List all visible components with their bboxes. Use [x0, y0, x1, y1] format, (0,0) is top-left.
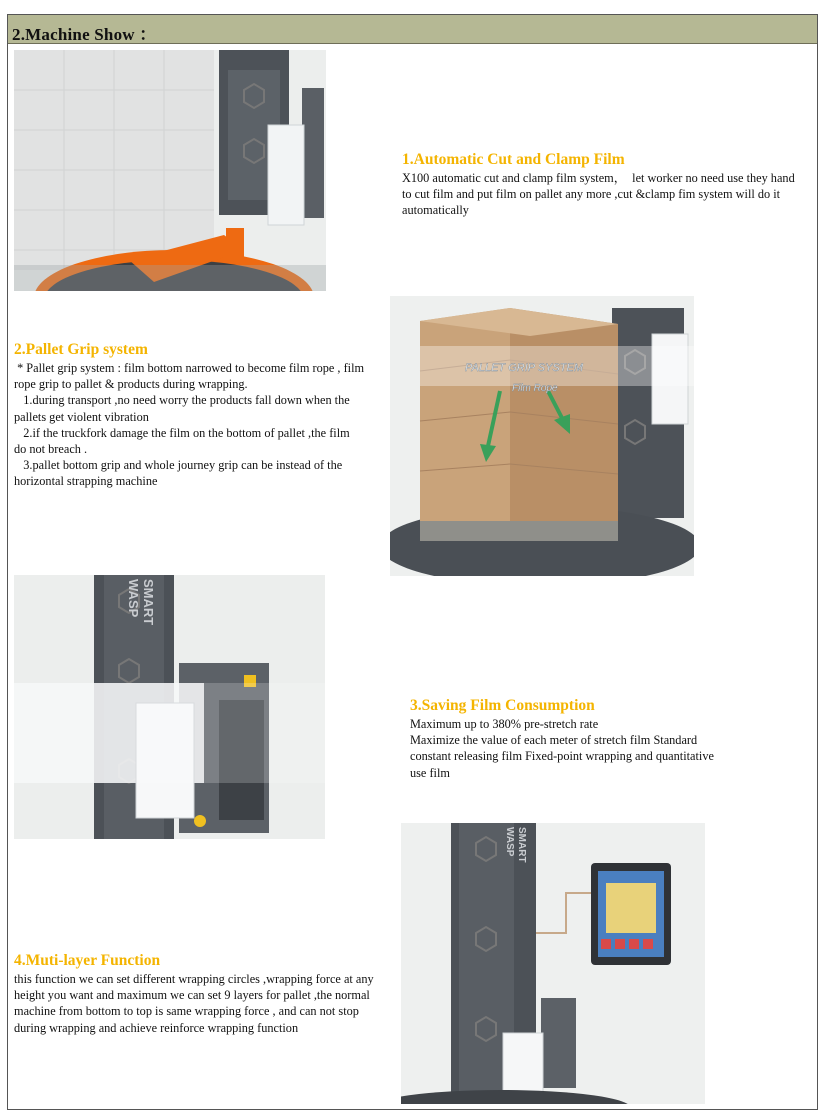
body-line: 3.pallet bottom grip and whole journey grip can be instead of the	[14, 458, 343, 473]
body-line: automatically	[402, 203, 469, 218]
film-carriage-photo	[14, 575, 325, 839]
body-line: 2.if the truckfork damage the film on the bottom of pallet ,the film	[14, 425, 350, 440]
film-rope-label: Film Rope	[512, 383, 558, 394]
body-line: do not breach .	[14, 442, 88, 457]
body-line: use film	[410, 765, 450, 780]
page-title: 2.Machine Show ：	[12, 25, 157, 44]
section-body-cut-clamp	[402, 170, 812, 219]
body-line: rope grip to pallet & products during wrapping.	[14, 377, 248, 392]
section-body-pallet-grip	[14, 360, 384, 490]
section-title-cut-clamp: 1.Automatic Cut and Clamp Film	[402, 151, 625, 168]
brand-text-wasp: WASP	[504, 827, 515, 857]
body-line: X100 automatic cut and clamp film system， let worker no need use they hand	[402, 171, 795, 185]
body-line: this function we can set different wrapping circles ,wrapping force at any	[14, 972, 374, 986]
section-title-pallet-grip: 2.Pallet Grip system	[14, 341, 148, 358]
body-line: Maximum up to 380% pre-stretch rate	[410, 717, 599, 731]
body-line: 1.during transport ,no need worry the products fall down when the	[14, 393, 350, 408]
brand-text-smart: SMART	[141, 579, 156, 626]
brand-text-smart: SMART	[516, 827, 527, 863]
grip-system-label: PALLET GRIP SYSTEM	[465, 362, 583, 374]
pallet-grip-photo	[390, 296, 694, 576]
section-title-multi-layer: 4.Muti-layer Function	[14, 952, 161, 969]
section-title-saving-film: 3.Saving Film Consumption	[410, 697, 595, 714]
body-line: constant releasing film Fixed-point wrapping and quantitative	[410, 749, 714, 764]
brand-text-wasp: WASP	[126, 579, 141, 618]
body-line: Maximize the value of each meter of stretch film Standard	[410, 733, 698, 748]
body-line: pallets get violent vibration	[14, 409, 149, 424]
cut-clamp-photo	[14, 50, 326, 291]
section-body-multi-layer	[14, 971, 394, 1036]
body-line: horizontal strapping machine	[14, 474, 158, 489]
touchscreen-machine-photo	[401, 823, 705, 1104]
body-line: during wrapping and achieve reinforce wrapping function	[14, 1020, 299, 1035]
body-line: machine from bottom to top is same wrapping force , and can not stop	[14, 1004, 359, 1019]
section-body-saving-film	[410, 716, 810, 781]
body-line: height you want and maximum we can set 9 layers for pallet ,the normal	[14, 988, 370, 1003]
body-line: * Pallet grip system : film bottom narrowed to become film rope , film	[14, 361, 365, 375]
body-line: to cut film and put film on pallet any more ,cut &clamp fim system will do it	[402, 187, 781, 202]
